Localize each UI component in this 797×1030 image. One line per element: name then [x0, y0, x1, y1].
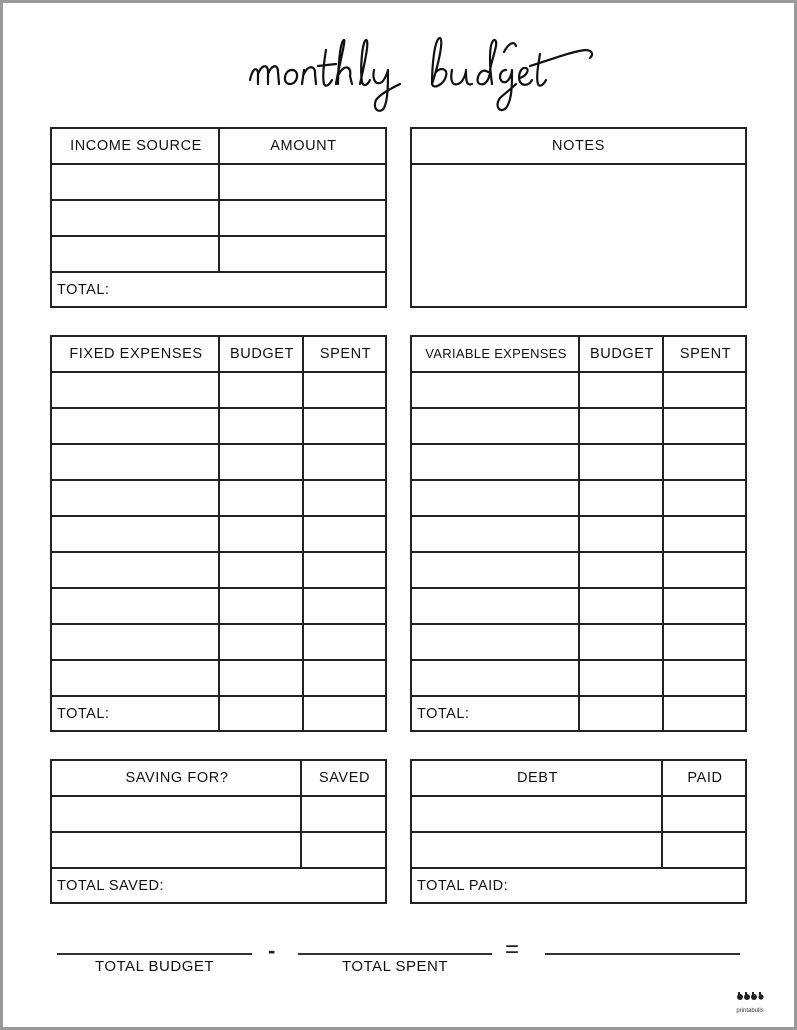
- fixed-expense-row-3[interactable]: [52, 445, 385, 479]
- total-budget-line[interactable]: [57, 953, 252, 955]
- saving-for-cell-2[interactable]: [52, 833, 300, 867]
- total-paid-field[interactable]: [522, 869, 745, 902]
- variable-total-label: TOTAL:: [417, 706, 470, 722]
- result-line[interactable]: [545, 953, 740, 955]
- fixed-expenses-header: FIXED EXPENSES: [69, 346, 203, 362]
- income-source-cell-3[interactable]: [52, 237, 218, 271]
- fixed-total-spent-field[interactable]: [304, 697, 385, 730]
- income-total-label: TOTAL:: [57, 282, 110, 298]
- fixed-expenses-table: [50, 335, 387, 732]
- brand-name: printabulls: [736, 1008, 764, 1014]
- income-source-cell-2[interactable]: [52, 201, 218, 235]
- debt-header: DEBT: [516, 770, 559, 786]
- variable-expense-row-9[interactable]: [412, 661, 745, 695]
- debt-cell-1[interactable]: [412, 797, 661, 831]
- fixed-expense-row-7[interactable]: [52, 589, 385, 623]
- saved-header: SAVED: [318, 770, 371, 786]
- total-saved-label: TOTAL SAVED:: [57, 878, 164, 894]
- paid-header: PAID: [687, 770, 723, 786]
- income-amount-cell-3[interactable]: [220, 237, 385, 271]
- debt-table: [410, 759, 747, 904]
- page-title-script: [0, 0, 797, 120]
- equals-sign: =: [505, 936, 520, 963]
- fixed-expense-row-2[interactable]: [52, 409, 385, 443]
- variable-expense-row-5[interactable]: [412, 517, 745, 551]
- fixed-expense-row-9[interactable]: [52, 661, 385, 695]
- saving-for-cell-1[interactable]: [52, 797, 300, 831]
- income-amount-cell-2[interactable]: [220, 201, 385, 235]
- paid-cell-1[interactable]: [663, 797, 745, 831]
- income-total-field[interactable]: [122, 273, 385, 306]
- income-table: [50, 127, 387, 308]
- income-amount-cell-1[interactable]: [220, 165, 385, 199]
- total-paid-label: TOTAL PAID:: [417, 878, 509, 894]
- saving-for-header: SAVING FOR?: [125, 770, 229, 786]
- variable-expense-row-4[interactable]: [412, 481, 745, 515]
- fixed-budget-header: BUDGET: [229, 346, 295, 362]
- paid-cell-2[interactable]: [663, 833, 745, 867]
- fixed-expense-row-1[interactable]: [52, 373, 385, 407]
- fixed-expense-row-8[interactable]: [52, 625, 385, 659]
- variable-expenses-header: VARIABLE EXPENSES: [425, 346, 567, 361]
- total-spent-line[interactable]: [298, 953, 492, 955]
- variable-expense-row-6[interactable]: [412, 553, 745, 587]
- income-source-header: INCOME SOURCE: [70, 138, 202, 154]
- variable-total-budget-field[interactable]: [580, 697, 662, 730]
- brand-logo: [733, 990, 767, 1014]
- variable-total-spent-field[interactable]: [664, 697, 745, 730]
- variable-expenses-table: [410, 335, 747, 732]
- notes-header: NOTES: [552, 138, 605, 154]
- variable-expense-row-3[interactable]: [412, 445, 745, 479]
- fixed-expense-row-4[interactable]: [52, 481, 385, 515]
- fixed-total-budget-field[interactable]: [220, 697, 302, 730]
- debt-cell-2[interactable]: [412, 833, 661, 867]
- variable-budget-header: BUDGET: [589, 346, 655, 362]
- savings-table: [50, 759, 387, 904]
- variable-expense-row-8[interactable]: [412, 625, 745, 659]
- fixed-total-label: TOTAL:: [57, 706, 110, 722]
- variable-spent-header: SPENT: [679, 346, 732, 362]
- variable-expense-row-2[interactable]: [412, 409, 745, 443]
- variable-expense-row-7[interactable]: [412, 589, 745, 623]
- variable-expense-row-1[interactable]: [412, 373, 745, 407]
- income-source-cell-1[interactable]: [52, 165, 218, 199]
- bulldog-logo-icon: [736, 991, 764, 1003]
- notes-field[interactable]: [412, 165, 745, 306]
- fixed-expense-row-6[interactable]: [52, 553, 385, 587]
- saved-cell-2[interactable]: [302, 833, 385, 867]
- total-budget-label: TOTAL BUDGET: [94, 958, 215, 975]
- total-saved-field[interactable]: [172, 869, 385, 902]
- total-spent-label: TOTAL SPENT: [341, 958, 449, 975]
- minus-sign: -: [268, 938, 276, 963]
- notes-box: [410, 127, 747, 308]
- fixed-expense-row-5[interactable]: [52, 517, 385, 551]
- fixed-spent-header: SPENT: [319, 346, 372, 362]
- saved-cell-1[interactable]: [302, 797, 385, 831]
- amount-header: AMOUNT: [270, 138, 337, 154]
